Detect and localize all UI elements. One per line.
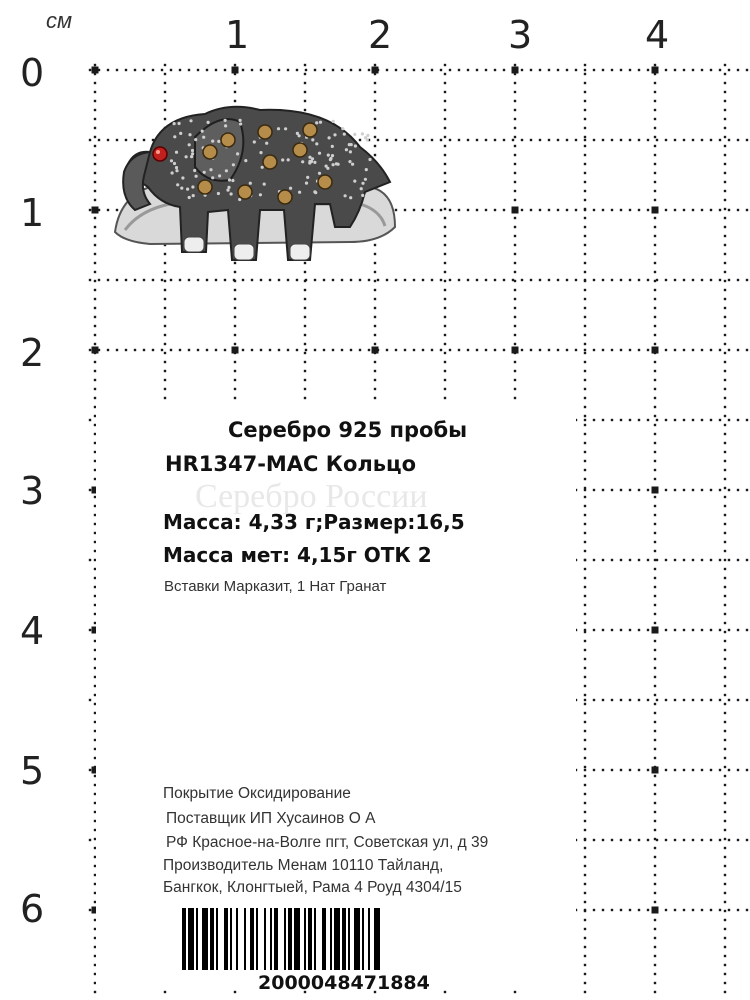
supplier: Поставщик ИП Хусаинов О А (166, 810, 376, 827)
ruler-left-6: 6 (20, 887, 45, 931)
manufacturer: Производитель Менам 10110 Тайланд, (163, 857, 444, 874)
ruler-left-1: 1 (20, 191, 45, 235)
barcode (182, 908, 444, 970)
unit-label: см (46, 8, 73, 33)
metal-mass: Масса мет: 4,15г ОТК 2 (163, 543, 432, 567)
ruler-top-4: 4 (645, 13, 670, 57)
mass-size: Масса: 4,33 г;Размер:16,5 (163, 510, 465, 534)
ruler-top-3: 3 (508, 13, 533, 57)
garnet-eye (153, 147, 167, 161)
ruler-left-3: 3 (20, 469, 45, 513)
watermark-text: Серебро России (195, 478, 428, 515)
coating: Покрытие Оксидирование (163, 785, 351, 802)
ruler-top-1: 1 (225, 13, 250, 57)
article-title: HR1347-MAC Кольцо (165, 452, 417, 476)
metal-purity: Серебро 925 пробы (228, 418, 468, 442)
barcode-number: 2000048471884 (258, 972, 430, 994)
ruler-left-4: 4 (20, 609, 45, 653)
inserts: Вставки Марказит, 1 Нат Гранат (164, 578, 387, 595)
supplier-address: РФ Красное-на-Волге пгт, Советская ул, д 39 (166, 834, 489, 851)
ruler-left-5: 5 (20, 749, 45, 793)
ring-image (110, 92, 400, 272)
ruler-top-2: 2 (368, 13, 393, 57)
ruler-left-2: 2 (20, 331, 45, 375)
ruler-left-0: 0 (20, 51, 45, 95)
manufacturer-address: Бангкок, Клонгтыей, Рама 4 Роуд 4304/15 (163, 879, 462, 896)
